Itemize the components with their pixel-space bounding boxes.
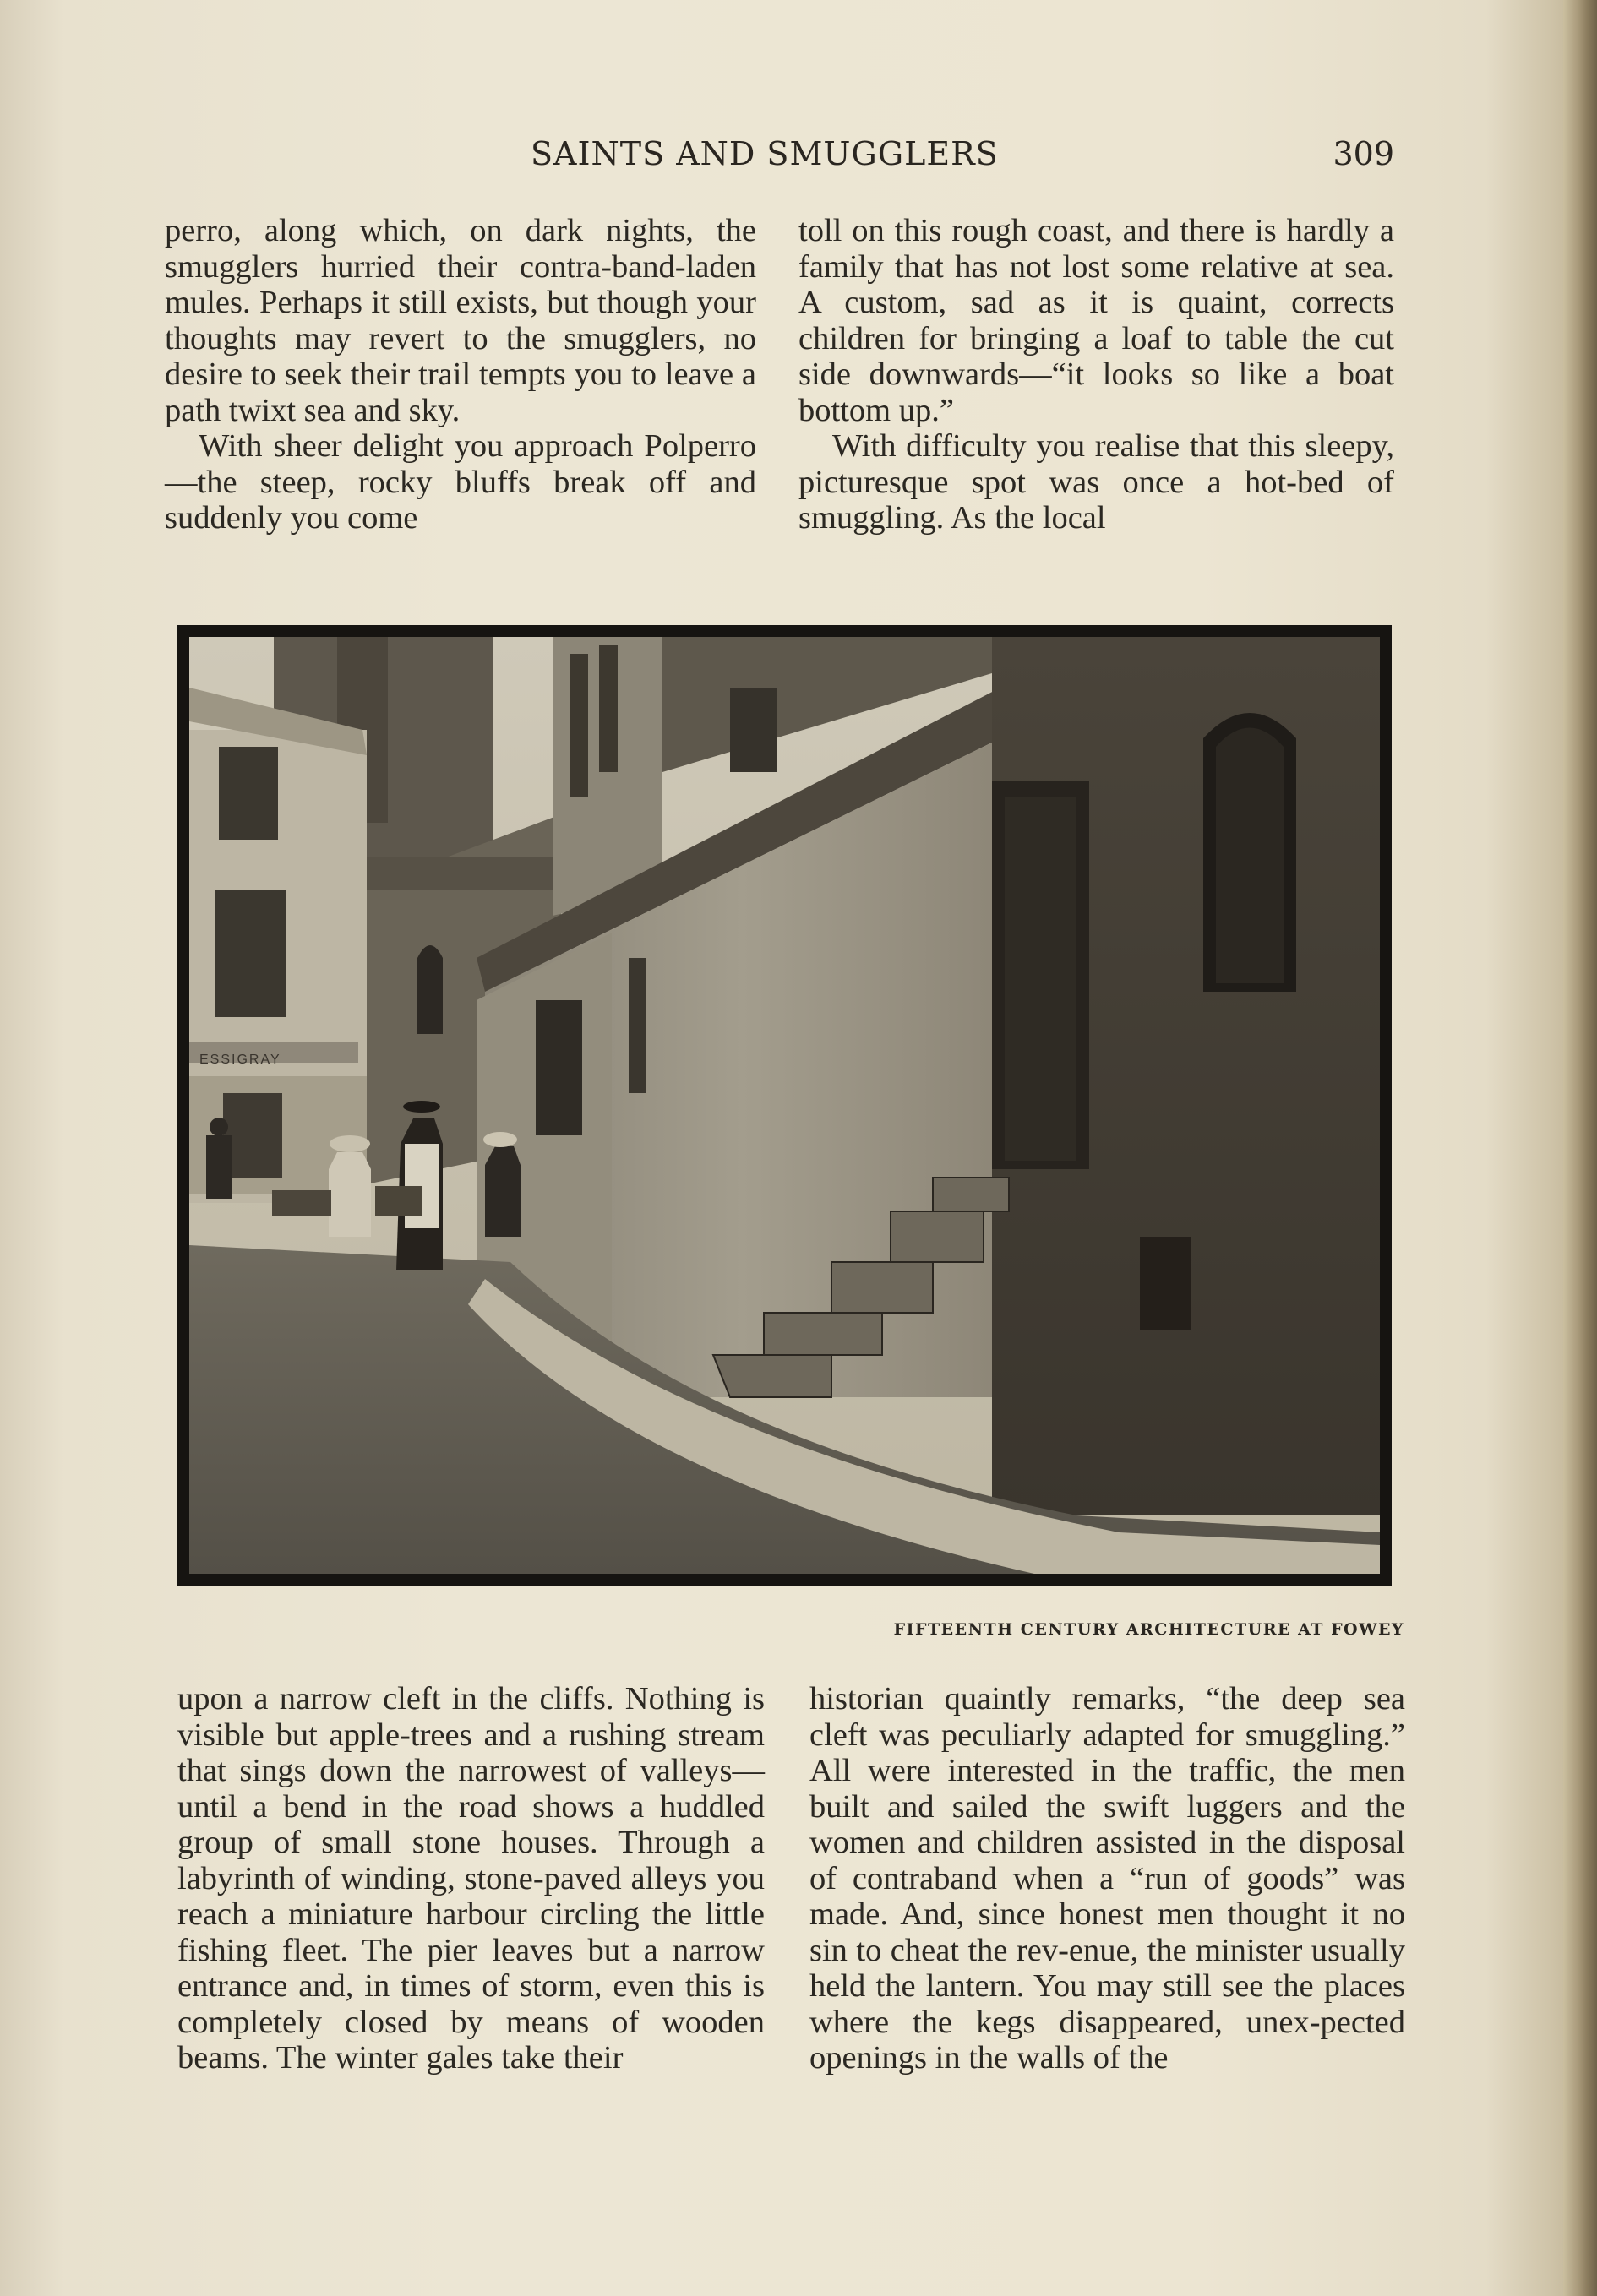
photo-caption: FIFTEENTH CENTURY ARCHITECTURE AT FOWEY — [893, 1620, 1404, 1639]
street-scene-photo — [189, 637, 1380, 1574]
shop-sign: ESSIGRAY — [199, 1053, 281, 1067]
top-right-column — [798, 213, 1394, 536]
paragraph: With sheer delight you approach Polperro—the steep, rocky bluffs break off and suddenly you come — [165, 428, 756, 536]
paragraph: With difficulty you realise that this sleepy, picturesque spot was once a hot-bed of smuggling. As the local — [798, 428, 1394, 536]
paragraph: toll on this rough coast, and there is hardly a family that has not lost some relative at sea. A custom, sad as it is quaint, corrects children for bringing a loaf to table the cut side downwards—“it looks so like a boat bottom up.” — [798, 213, 1394, 428]
running-head — [169, 135, 1394, 177]
photograph — [177, 625, 1392, 1586]
paragraph: historian quaintly remarks, “the deep sea cleft was peculiarly adapted for smuggling.” All were interested in the traffic, the men built and sailed the swift luggers and the women and children assisted in the disposal of contraband when a “run of goods” was made. And, since honest men thought it no sin to cheat the rev-enue, the minister usually held the lantern. You may still see the places where the kegs disappeared, unex-pected openings in the walls of the — [809, 1681, 1405, 2076]
top-left-column — [165, 213, 756, 536]
paragraph: upon a narrow cleft in the cliffs. Nothing is visible but apple-trees and a rushing stream that sings down the narrowest of valleys—until a bend in the road shows a huddled group of small stone houses. Through a labyrinth of winding, stone-paved alleys you reach a miniature harbour circling the little fishing fleet. The pier leaves but a narrow entrance and, in times of storm, even this is completely closed by means of wooden beams. The winter gales take their — [177, 1681, 765, 2076]
bottom-left-column — [177, 1681, 765, 2076]
page-number: 309 — [1333, 135, 1394, 172]
paragraph: perro, along which, on dark nights, the smugglers hurried their contra-band-laden mules. Perhaps it still exists, but though your thoughts may revert to the smugglers, no desire to seek their trail tempts you to leave a path twixt sea and sky. — [165, 213, 756, 428]
running-title: SAINTS AND SMUGGLERS — [531, 135, 999, 172]
bottom-right-column — [809, 1681, 1405, 2076]
page-edge — [1563, 0, 1597, 2296]
